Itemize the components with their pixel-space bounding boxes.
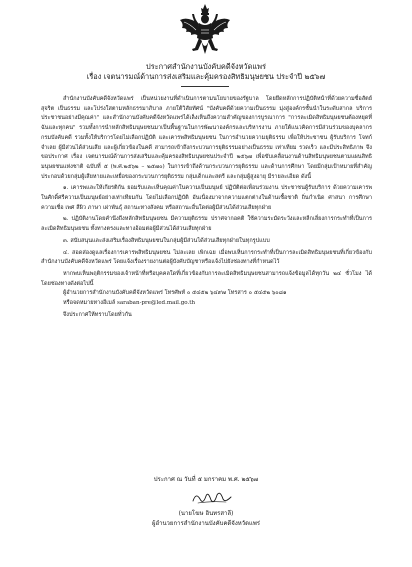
handwritten-signature — [190, 489, 234, 507]
signatory-position: ผู้อำนวยการสำนักงานบังคับคดีจังหวัดแพร่ — [151, 520, 261, 527]
body-paragraph-item-1: ๑. เคารพและให้เกียรติกัน ยอมรับและเห็นคุณค่าในความเป็นมนุษย์ ปฏิบัติต่อเพื่อนร่วมงาน ประชาชนผู้รับบริการ ด้วยความเคารพในศักดิ์ศรีความเป็นมนุษย์อย่างเท่าเทียมกัน โดยไม่เลือกปฏิบัติ อันเนื่องมาจากความแตกต่างในด้านเชื้อชาติ ถิ่นกำเนิด ศาสนา การศึกษา ความเชื่อ เพศ สีผิว ภาษา เผ่าพันธุ์ สถานะทางสังคม หรือสถานะอื่นใดต่อผู้มีส่วนได้ส่วนเสียทุกฝ่าย — [41, 185, 372, 211]
body-paragraph-item-4: ๔. สอดส่องดูแลเรื่องการเคารพสิทธิมนุษยชน ไม่ละเลย เพิกเฉย เมื่อพบเห็นการกระทำที่เป็นการละเมิดสิทธิมนุษยชนที่เกี่ยวข้องกับสำนักงานบังคับคดีจังหวัดแพร่ โดยแจ้งเรื่องรายงานต่อผู้บังคับบัญชาหรือแจ้งไปยังช่องทางที่กำหนดไว้ — [41, 249, 372, 266]
announcement-date: ประกาศ ณ วันที่ ๕ มกราคม พ.ศ. ๒๕๖๗ — [153, 476, 259, 483]
body-paragraph-item-2: ๒. ปฏิบัติงานโดยคำนึงถึงหลักสิทธิมนุษยชน มีความยุติธรรม ปราศจากอคติ ใช้ความระมัดระวังและหลีกเลี่ยงการกระทำที่เป็นการละเมิดสิทธิมนุษยชน ทั้งทางตรงและทางอ้อมต่อผู้มีส่วนได้ส่วนเสียทุกฝ่าย — [41, 216, 372, 233]
announcement-body — [41, 95, 372, 320]
body-paragraph-contact-phone: ผู้อำนวยการสำนักงานบังคับคดีจังหวัดแพร่ โทรศัพท์ ๐ ๕๔๕๒ ๖๔๙๗ โทรสาร ๐ ๕๔๕๒ ๖๐๘๑ — [63, 290, 287, 297]
announcement-organization-title: ประกาศสำนักงานบังคับคดีจังหวัดแพร่ — [146, 62, 266, 71]
body-paragraph-intro: สำนักงานบังคับคดีจังหวัดแพร่ เป็นหน่วยงานที่ดำเนินการตามนโยบายของรัฐบาล โดยยึดหลักการปฏิบัติหน้าที่ด้วยความซื่อสัตย์ สุจริต เป็นธรรม และโปร่งใสตามหลักธรรมาภิบาล ภายใต้วิสัยทัศน์ "บังคับคดีด้วยความเป็นธรรม มุ่งสู่องค์กรชั้นนำในระดับสากล บริการประชาชนอย่างมีคุณค่า" และสำนักงานบังคับคดีจังหวัดแพร่ได้เล็งเห็นถึงความสำคัญของการบูรณาการ "การละเมิดสิทธิมนุษยชนต้องหยุดที่ฉันและทุกคน" รวมทั้งการนำหลักสิทธิมนุษยชนมาเป็นพื้นฐานในการพัฒนาองค์กรและบริหารงาน ภายใต้แนวคิดการมีส่วนร่วมของบุคลากรกรมบังคับคดี รวมทั้งให้บริการโดยไม่เลือกปฏิบัติ และเคารพสิทธิมนุษยชน ในการอำนวยความยุติธรรม เพื่อให้ประชาชน ผู้รับบริการ โจทก์ จำเลย ผู้มีส่วนได้ส่วนเสีย และผู้เกี่ยวข้องในคดี สามารถเข้าถึงกระบวนการยุติธรรมอย่างเป็นธรรม เท่าเทียม รวดเร็ว และมีประสิทธิภาพ จึงขอประกาศ เรื่อง เจตนารมณ์ด้านการส่งเสริมและคุ้มครองสิทธิมนุษยชนประจำปี ๒๕๖๗ เพื่อขับเคลื่อนงานด้านสิทธิมนุษยชนตามแผนสิทธิมนุษยชนแห่งชาติ ฉบับที่ ๕ (พ.ศ.๒๕๖๒ – ๒๕๗๐) ในการเข้าถึงด้านกระบวนการยุติธรรม และด้านการศึกษา โดยมีกลุ่มเป้าหมายที่สำคัญ ประกอบด้วยกลุ่มผู้เสียหายและเหยื่อของกระบวนการยุติธรรม กลุ่มเด็กและสตรี และกลุ่มผู้สูงอายุ มีรายละเอียด ดังนี้ — [41, 96, 372, 180]
signatory-name: (นายโฆษ อินทรสาลี) — [178, 510, 234, 517]
body-paragraph-contact-email: หรือจดหมายทางอีเมล์ saraban-pre@led.mail.go.th — [63, 300, 196, 307]
announcement-subject: เรื่อง เจตนารมณ์ด้านการส่งเสริมและคุ้มครองสิทธิมนุษยชน ประจำปี ๒๕๖๗ — [86, 72, 326, 81]
title-divider — [181, 86, 229, 87]
body-paragraph-contact-intro: หากพบเห็นพฤติกรรมของเจ้าหน้าที่หรือบุคคลใดที่เกี่ยวข้องกับการละเมิดสิทธิมนุษยชนสามารถแจ้งข้อมูลได้ทุกวัน ๒๔ ชั่วโมง ได้โดยช่องทางดังต่อไปนี้ — [41, 270, 372, 287]
body-paragraph-item-3: ๓. สนับสนุนและส่งเสริมเรื่องสิทธิมนุษยชนในกลุ่มผู้มีส่วนได้ส่วนเสียทุกฝ่ายในทุกรูปแบบ — [63, 237, 270, 244]
body-paragraph-closing: จึงประกาศให้ทราบโดยทั่วกัน — [63, 311, 132, 318]
garuda-emblem-icon — [178, 2, 232, 58]
